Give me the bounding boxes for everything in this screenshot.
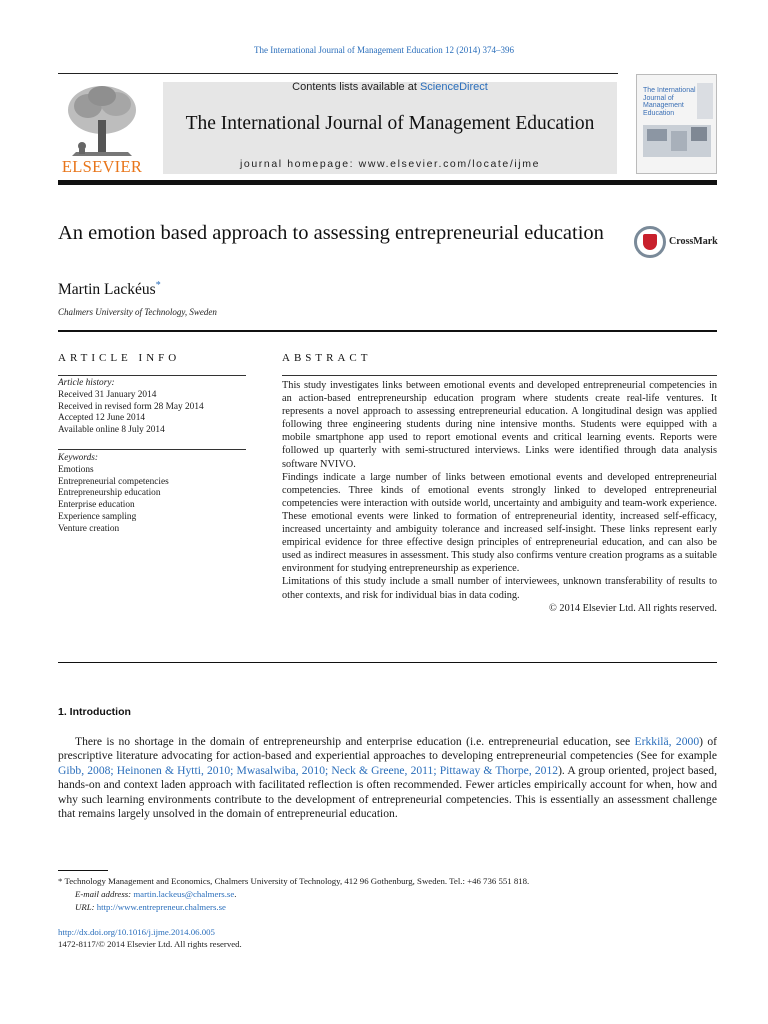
history-item: Available online 8 July 2014 — [58, 425, 165, 436]
keywords-heading: Keywords: — [58, 453, 98, 463]
journal-homepage[interactable]: journal homepage: www.elsevier.com/locate/ijme — [239, 158, 541, 170]
footnote-mark: * — [58, 876, 63, 886]
author-affiliation: Chalmers University of Technology, Sweden — [58, 307, 217, 317]
history-item: Received 31 January 2014 — [58, 389, 157, 400]
citation-link[interactable]: Erkkilä, 2000 — [634, 735, 700, 748]
footnote-rule — [58, 870, 108, 871]
keyword-item: Enterprise education — [58, 500, 135, 511]
article-history — [58, 378, 246, 437]
journal-cover-thumbnail[interactable] — [636, 74, 717, 174]
email-label: E-mail address: — [75, 889, 132, 899]
cover-image-icon — [637, 75, 717, 174]
journal-title: The International Journal of Management Education — [185, 113, 595, 134]
intro-text-segment: ). A group oriented, project based, hands-on and context laden approach with facilitated reflection is often recommended. Fewer articles empirically account for when, how and why such learning environments contribute to the development of entrepreneurial competencies. This is essentially an assessment challenge that remains largely unsolved in the domain of entrepreneurial education. — [58, 763, 717, 821]
url-label: URL: — [75, 902, 95, 912]
article-info-rule — [58, 375, 246, 376]
citation-link[interactable]: Gibb, 2008; Heinonen & Hytti, 2010; Mwasalwiba, 2010; Neck & Greene, 2011; Pittaway & Thorpe, 2012 — [58, 763, 559, 777]
history-item: Received in revised form 28 May 2014 — [58, 401, 204, 412]
header-thick-rule — [58, 180, 717, 185]
article-title: An emotion based approach to assessing entrepreneurial education — [58, 222, 604, 244]
cover-line: Education — [643, 109, 675, 117]
keywords-rule — [58, 449, 246, 450]
footnote-affiliation — [58, 875, 717, 888]
abstract-rule — [282, 375, 717, 376]
sciencedirect-link[interactable]: ScienceDirect — [419, 81, 488, 93]
cover-line: Journal of — [643, 94, 674, 102]
keywords-list — [58, 453, 246, 536]
cover-line: The International — [643, 87, 696, 94]
journal-citation[interactable]: The International Journal of Management Education 12 (2014) 374–396 — [254, 45, 514, 55]
crossmark-label: CrossMark — [669, 236, 718, 247]
introduction-heading: 1. Introduction — [58, 706, 131, 718]
article-info-heading: ARTICLE INFO — [58, 352, 181, 364]
cover-line: Management — [643, 102, 684, 109]
article-history-heading: Article history: — [58, 378, 115, 388]
author-footnote — [58, 875, 717, 914]
keyword-item: Entrepreneurial competencies — [58, 476, 169, 487]
doi-link[interactable]: http://dx.doi.org/10.1016/j.ijme.2014.06.005 — [58, 927, 215, 937]
abstract-paragraph: This study investigates links between emotional events and developed entrepreneurial competencies in an action-based entrepreneurship education program where students create real-life ventures. It represents a novel approach to assessing entrepreneurial education. A longitudinal design was applied following three engineering students during nine intensive months. Students were equipped with a mobile smartphone app used to report emotional events and critical learning events. Reports were followed up quarterly with semi-structured interviews. Links were identified through data analysis software NVIVO. — [282, 380, 717, 470]
section-rule — [58, 330, 717, 332]
header-rule — [58, 73, 618, 74]
author-url-link[interactable]: http://www.entrepreneur.chalmers.se — [96, 902, 226, 912]
contents-prefix: Contents lists available at — [292, 81, 420, 93]
intro-text-segment: There is no shortage in the domain of entrepreneurship and enterprise education (i.e. entrepreneurial education, see — [75, 735, 635, 748]
abstract-paragraph: Limitations of this study include a small number of interviewees, unknown transferability of results to other contexts, and risk for individual bias in data coding. — [282, 576, 717, 601]
crossmark-icon — [634, 226, 666, 258]
author-footnote-mark[interactable]: * — [155, 280, 161, 291]
footnote-email: E-mail address: martin.lackeus@chalmers.se. — [75, 889, 237, 899]
abstract-body — [282, 379, 717, 615]
author-name — [58, 280, 161, 299]
footnote-url — [58, 901, 717, 914]
keyword-item: Emotions — [58, 464, 94, 475]
email-link[interactable]: martin.lackeus@chalmers.se — [133, 889, 235, 899]
section-rule-lower — [58, 662, 717, 663]
footnote-affiliation-text: Technology Management and Economics, Chalmers University of Technology, 412 96 Gothenburg, Sweden. Tel.: +46 736 551 818. — [64, 876, 530, 886]
abstract-paragraph: Findings indicate a large number of links between emotional events and developed entrepreneurial competencies. Three kinds of emotional events strongly linked to developed entrepreneurial competencies were interaction with outside world, uncertainty and ambiguity and team-work experience. These emotional events were linked to formation of entrepreneurial identity, increased self-efficacy, increased uncertainty and ambiguity tolerance and increased self-insight. These links represent early empirical evidence for three effective design principles of entrepreneurial education, and can also be used as indirect measures in assessment. This study also confirms venture creation programs as a suitable environment for studying entrepreneurship as experience. — [282, 471, 717, 575]
crossmark-badge[interactable] — [634, 226, 724, 260]
keyword-item: Experience sampling — [58, 511, 137, 522]
keyword-item: Venture creation — [58, 523, 120, 534]
author-text: Martin Lackéus — [58, 281, 156, 299]
elsevier-wordmark: ELSEVIER — [61, 157, 143, 176]
contents-line — [163, 81, 617, 93]
issn-line: 1472-8117/© 2014 Elsevier Ltd. All rights reserved. — [58, 939, 242, 949]
abstract-copyright: © 2014 Elsevier Ltd. All rights reserved. — [549, 602, 717, 614]
intro-text-segment: ) of prescriptive literature advocating for action-based and experiential approaches to developing entrepreneurial competencies (See for example — [58, 735, 718, 763]
abstract-heading: ABSTRACT — [282, 352, 372, 364]
history-item: Accepted 12 June 2014 — [58, 413, 146, 424]
keyword-item: Entrepreneurship education — [58, 488, 161, 499]
doi-block — [58, 926, 242, 950]
introduction-paragraph — [58, 735, 717, 821]
